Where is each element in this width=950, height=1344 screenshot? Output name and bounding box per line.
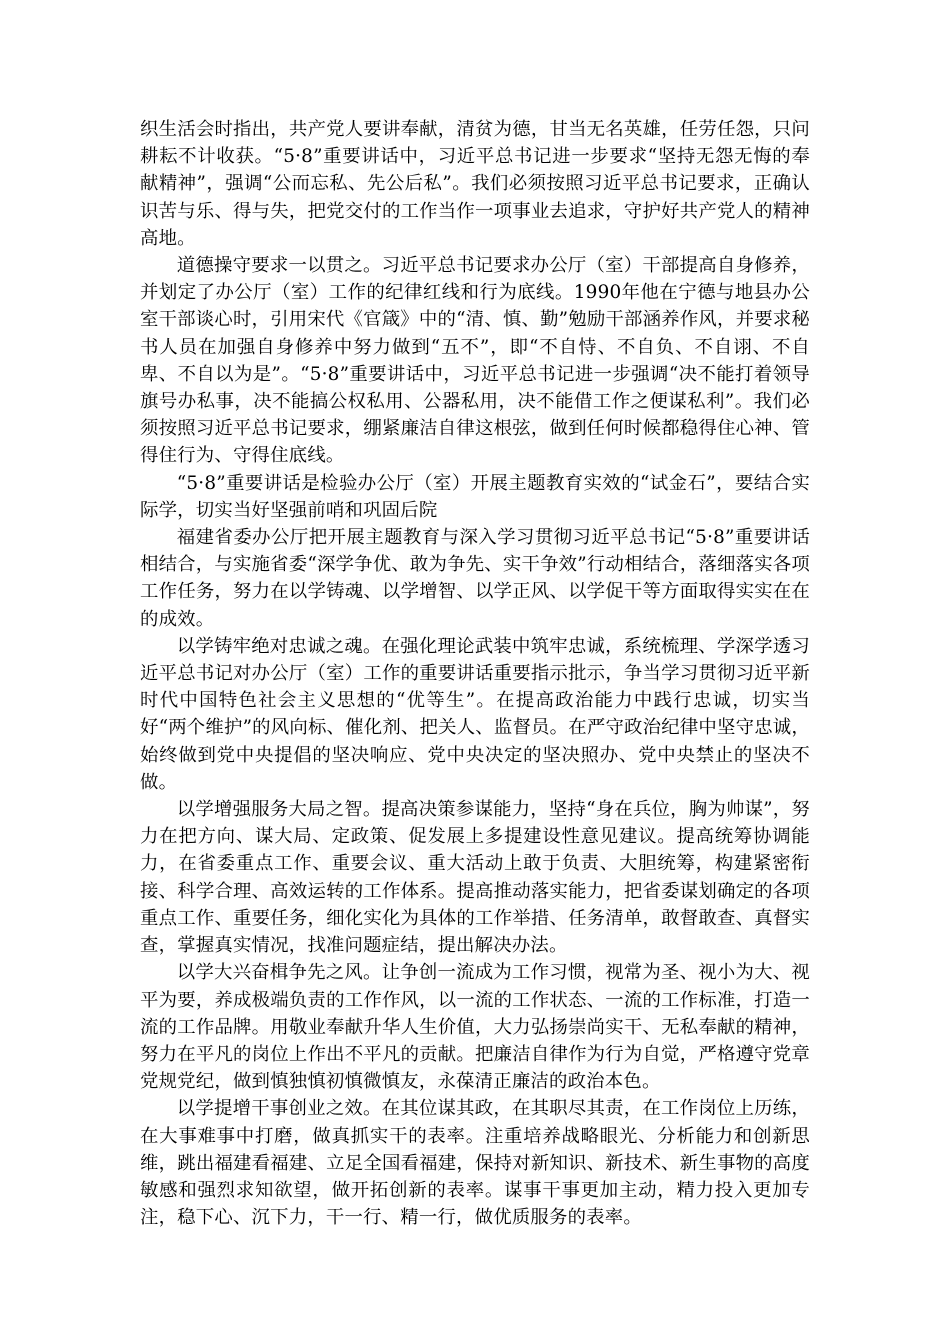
paragraph-continuation: 织生活会时指出，共产党人要讲奉献，清贫为德，甘当无名英雄，任劳任怨，只问耕耘不计收获。“5·8”重要讲话中，习近平总书记进一步要求“坚持无怨无悔的奉献精神”，强调“公而忘私、先公后私”。我们必须按照习近平总书记要求，正确认识苦与乐、得与失，把党交付的工作当作一项事业去追求，守护好共产党人的精神高地。 (140, 119, 810, 249)
paragraph-effectiveness: 以学提增干事创业之效。在其位谋其政，在其职尽其责，在工作岗位上历练，在大事难事中打磨，做真抓实干的表率。注重培养战略眼光、分析能力和创新思维，跳出福建看福建、立足全国看福建，保持对新知识、新技术、新生事物的高度敏感和强烈求知欲望，做开拓创新的表率。谋事干事更加主动，精力投入更加专注，稳下心、沉下力，干一行、精一行，做优质服务的表率。 (140, 1098, 810, 1229)
paragraph-loyalty: 以学铸牢绝对忠诚之魂。在强化理论武装中筑牢忠诚，系统梳理、学深学透习近平总书记对办公厅（室）工作的重要讲话重要指示批示，争当学习贯彻习近平新时代中国特色社会主义思想的“优等生”。在提高政治能力中践行忠诚，切实当好“两个维护”的风向标、催化剂、把关人、监督员。在严守政治纪律中坚守忠诚，始终做到党中央提倡的坚决响应、党中央决定的坚决照办、党中央禁止的坚决不做。 (140, 635, 810, 793)
document-body (140, 116, 810, 1231)
paragraph-wisdom: 以学增强服务大局之智。提高决策参谋能力，坚持“身在兵位，胸为帅谋”，努力在把方向、谋大局、定政策、促发展上多提建设性意见建议。提高统筹协调能力，在省委重点工作、重要会议、重大活动上敢于负责、大胆统筹，构建紧密衔接、科学合理、高效运转的工作体系。提高推动落实能力，把省委谋划确定的各项重点工作、重要任务，细化实化为具体的工作举措、任务清单，敢督敢查、真督实查，掌握真实情况，找准问题症结，提出解决办法。 (140, 799, 810, 957)
section-heading-touchstone: “5·8”重要讲话是检验办公厅（室）开展主题教育实效的“试金石”，要结合实际学，切实当好坚强前哨和巩固后院 (140, 472, 810, 521)
paragraph-fujian-office: 福建省委办公厅把开展主题教育与深入学习贯彻习近平总书记“5·8”重要讲话相结合，与实施省委“深学争优、敢为争先、实干争效”行动相结合，落细落实各项工作任务，努力在以学铸魂、以学增智、以学正风、以学促干等方面取得实实在在的成效。 (140, 527, 810, 630)
paragraph-moral-conduct: 道德操守要求一以贯之。习近平总书记要求办公厅（室）干部提高自身修养，并划定了办公厅（室）工作的纪律红线和行为底线。1990年他在宁德与地县办公室干部谈心时，引用宋代《官箴》中的“清、慎、勤”勉励干部涵养作风，并要求秘书人员在加强自身修养中努力做到“五不”，即“不自恃、不自负、不自诩、不自卑、不自以为是”。“5·8”重要讲话中，习近平总书记进一步强调“决不能打着领导旗号办私事，决不能搞公权私用、公器私用，决不能借工作之便谋私利”。我们必须按照习近平总书记要求，绷紧廉洁自律这根弦，做到任何时候都稳得住心神、管得住行为、守得住底线。 (140, 255, 810, 467)
paragraph-style: 以学大兴奋楫争先之风。让争创一流成为工作习惯，视常为圣、视小为大、视平为要，养成极端负责的工作作风，以一流的工作状态、一流的工作标准，打造一流的工作品牌。用敬业奉献升华人生价值，大力弘扬崇尚实干、无私奉献的精神，努力在平凡的岗位上作出不平凡的贡献。把廉洁自律作为行为自觉，严格遵守党章党规党纪，做到慎独慎初慎微慎友，永葆清正廉洁的政治本色。 (140, 962, 810, 1093)
